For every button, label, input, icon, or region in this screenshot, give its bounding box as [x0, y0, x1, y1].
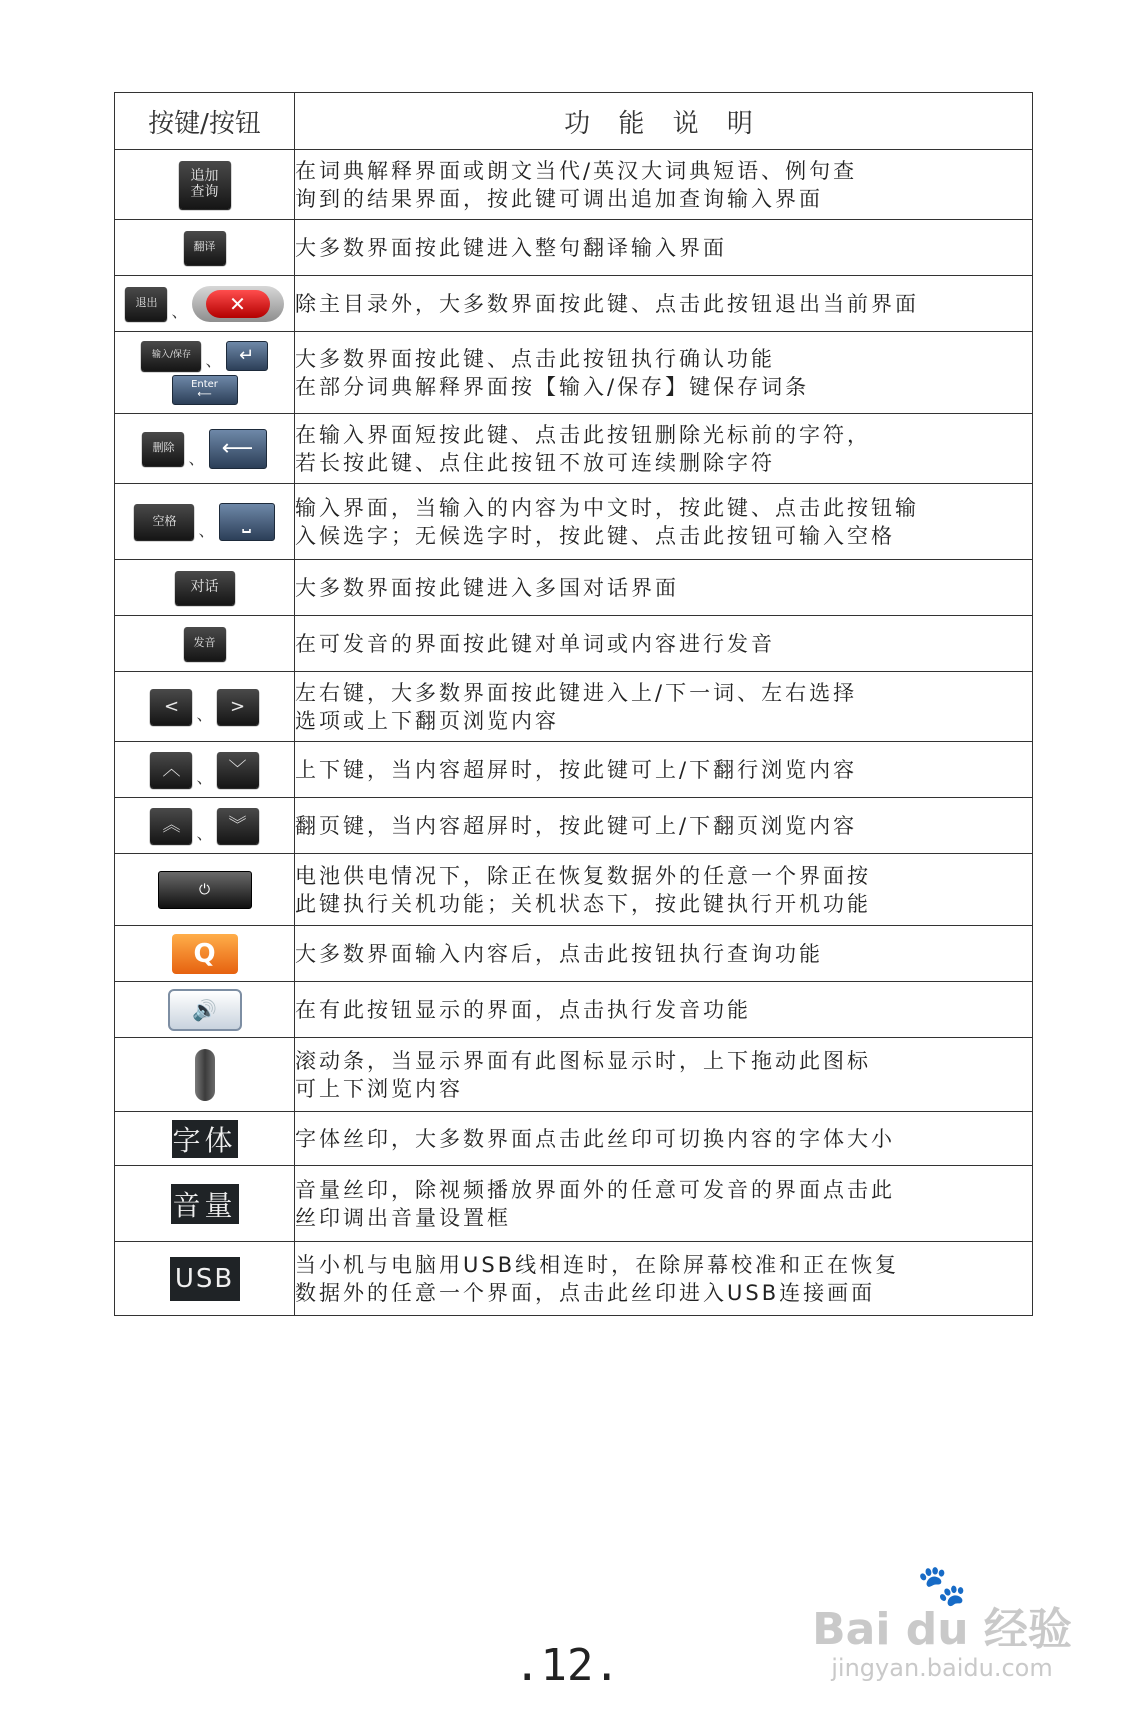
table-row — [115, 1242, 1033, 1316]
watermark-url: jingyan.baidu.com — [831, 1654, 1053, 1682]
table-row — [115, 616, 1033, 672]
dialog-key-icon: 对话 — [175, 571, 235, 605]
backspace-button-icon: ⟵ — [209, 429, 267, 469]
key-cell: 删除、 ⟵ — [115, 414, 295, 484]
description-cell: 大多数界面按此键、点击此按钮执行确认功能 在部分词典解释界面按【输入/保存】键保存词条 — [295, 332, 1033, 414]
key-cell — [115, 982, 295, 1038]
scrollbar-thumb-icon — [195, 1049, 215, 1101]
table-row — [115, 1166, 1033, 1242]
description-cell: 音量丝印，除视频播放界面外的任意可发音的界面点击此 丝印调出音量设置框 — [295, 1166, 1033, 1242]
description-cell: 输入界面，当输入的内容为中文时，按此键、点击此按钮输 入候选字；无候选字时，按此键、点击此按钮可输入空格 — [295, 484, 1033, 560]
table-row — [115, 1112, 1033, 1166]
key-cell — [115, 1038, 295, 1112]
up-key-icon: ︿ — [150, 752, 192, 788]
page-number: .12. — [514, 1640, 620, 1691]
description-cell: 当小机与电脑用USB线相连时，在除屏幕校准和正在恢复 数据外的任意一个界面，点击此丝印进入USB连接画面 — [295, 1242, 1033, 1316]
description-cell: 左右键，大多数界面按此键进入上/下一词、左右选择 选项或上下翻页浏览内容 — [295, 672, 1033, 742]
translate-key-icon: 翻译 — [184, 231, 226, 265]
power-key-icon: ⏻ — [158, 871, 252, 909]
description-cell: 电池供电情况下，除正在恢复数据外的任意一个界面按 此键执行关机功能；关机状态下，按此键执行开机功能 — [295, 854, 1033, 926]
left-key-icon: < — [150, 689, 192, 725]
pronounce-key-icon: 发音 — [184, 627, 226, 661]
enter-arrow-icon: ↵ — [226, 341, 268, 371]
key-cell — [115, 616, 295, 672]
key-cell — [115, 150, 295, 220]
table-row — [115, 982, 1033, 1038]
key-cell — [115, 220, 295, 276]
description-cell: 大多数界面输入内容后，点击此按钮执行查询功能 — [295, 926, 1033, 982]
table-row — [115, 332, 1033, 414]
delete-key-icon: 删除 — [142, 432, 184, 466]
usb-silkscreen-icon: USB — [170, 1257, 240, 1301]
table-row — [115, 926, 1033, 982]
page-down-key-icon: ︾ — [217, 808, 259, 844]
key-function-table — [114, 92, 1033, 1316]
table-row — [115, 484, 1033, 560]
key-cell: 输入/保存 、 ↵ Enter ⟵ — [115, 332, 295, 414]
key-cell: < 、 > — [115, 672, 295, 742]
space-button-icon: ⎵ — [219, 503, 275, 541]
key-cell: 空格 、 ⎵ — [115, 484, 295, 560]
description-cell: 在有此按钮显示的界面，点击执行发音功能 — [295, 982, 1033, 1038]
key-cell: ︽ 、 ︾ — [115, 798, 295, 854]
font-size-silkscreen-icon: 字体 — [172, 1120, 238, 1158]
table-row — [115, 742, 1033, 798]
description-cell: 字体丝印，大多数界面点击此丝印可切换内容的字体大小 — [295, 1112, 1033, 1166]
watermark-brand: Bai du 经验 — [812, 1604, 1072, 1655]
description-cell: 大多数界面按此键进入整句翻译输入界面 — [295, 220, 1033, 276]
table-row — [115, 798, 1033, 854]
description-cell: 上下键，当内容超屏时，按此键可上/下翻行浏览内容 — [295, 742, 1033, 798]
speaker-button-icon: 🔊 — [168, 989, 242, 1031]
description-cell: 滚动条，当显示界面有此图标显示时，上下拖动此图标 可上下浏览内容 — [295, 1038, 1033, 1112]
add-query-key-icon: 追加 查询 — [179, 161, 231, 209]
table-row — [115, 414, 1033, 484]
table-row — [115, 220, 1033, 276]
key-cell — [115, 1166, 295, 1242]
down-key-icon: ﹀ — [217, 752, 259, 788]
close-button-icon: ✕ — [192, 286, 284, 322]
key-cell — [115, 926, 295, 982]
enter-button-icon: Enter ⟵ — [172, 375, 238, 405]
description-cell: 在输入界面短按此键、点击此按钮删除光标前的字符， 若长按此键、点住此按钮不放可连续删除字符 — [295, 414, 1033, 484]
exit-key-icon: 退出 — [125, 287, 167, 321]
search-button-icon: Q — [172, 934, 238, 974]
volume-silkscreen-icon: 音量 — [171, 1184, 239, 1224]
header-function-column: 功 能 说 明 — [295, 93, 1033, 150]
key-cell — [115, 1112, 295, 1166]
key-cell — [115, 854, 295, 926]
right-key-icon: > — [217, 689, 259, 725]
table-row — [115, 1038, 1033, 1112]
key-cell — [115, 1242, 295, 1316]
page-up-key-icon: ︽ — [150, 808, 192, 844]
table-row — [115, 276, 1033, 332]
description-cell: 在可发音的界面按此键对单词或内容进行发音 — [295, 616, 1033, 672]
description-cell: 大多数界面按此键进入多国对话界面 — [295, 560, 1033, 616]
key-cell — [115, 560, 295, 616]
table-row — [115, 672, 1033, 742]
description-cell: 除主目录外，大多数界面按此键、点击此按钮退出当前界面 — [295, 276, 1033, 332]
table-row — [115, 560, 1033, 616]
enter-save-key-icon: 输入/保存 — [141, 341, 201, 371]
table-row — [115, 854, 1033, 926]
baidu-watermark — [812, 1563, 1072, 1682]
key-cell: ︿ 、 ﹀ — [115, 742, 295, 798]
paw-logo-icon: 🐾 — [917, 1563, 967, 1609]
key-cell: 退出 、 ✕ — [115, 276, 295, 332]
header-key-column: 按键/按钮 — [115, 93, 295, 150]
table-header — [115, 93, 1033, 150]
space-key-icon: 空格 — [134, 504, 194, 540]
description-cell: 在词典解释界面或朗文当代/英汉大词典短语、例句查 询到的结果界面，按此键可调出追加查询输入界面 — [295, 150, 1033, 220]
table-row — [115, 150, 1033, 220]
description-cell: 翻页键，当内容超屏时，按此键可上/下翻页浏览内容 — [295, 798, 1033, 854]
